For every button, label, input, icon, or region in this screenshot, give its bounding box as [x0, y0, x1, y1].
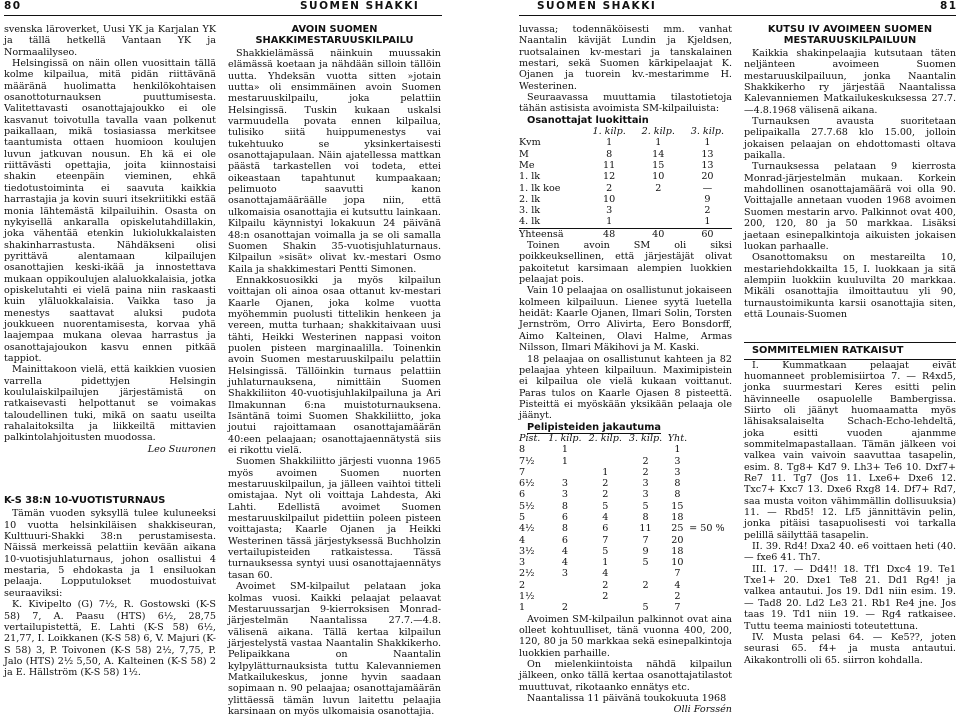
table-cell: 2 — [704, 205, 711, 217]
table-row — [519, 591, 732, 602]
table-note-cell — [689, 444, 732, 455]
table-note-cell — [689, 489, 732, 500]
article-heading: AVOIN SUOMEN SHAKKIMESTARUUSKILPAILU — [255, 24, 414, 46]
table-note-cell — [689, 512, 732, 523]
paragraph: Naantalissa 11 päivänä toukokuuta 1968 — [527, 693, 727, 705]
table-cell: 8 — [561, 500, 568, 512]
table-cell: 8 — [561, 523, 568, 535]
table-cell: 2 — [642, 466, 649, 478]
table-cell: 3 — [642, 489, 649, 501]
table-cell: 3 — [674, 466, 681, 478]
column-2 — [228, 24, 441, 717]
column-1 — [4, 24, 216, 679]
table-cell: Pist. — [519, 432, 541, 444]
table-cell: 3. kilp. — [690, 126, 725, 138]
table-note-cell — [689, 478, 732, 489]
table-row — [519, 194, 732, 205]
signature: Leo Suuronen — [147, 443, 216, 455]
points-table — [519, 433, 732, 614]
table-cell — [585, 602, 625, 613]
table-row — [519, 568, 732, 579]
table-cell: 15 — [652, 159, 665, 171]
table-total-row — [519, 228, 732, 240]
paragraph: III. 17. — Dd4!! 18. Tf1 Dxc4 19. Te1 Txe1+ 20. Dxe1 Te8 21. Dd1 Rg4! ja valkea antautui. Jos 19. Dd1 niin esim. 19. — Tad8 20. Ld2 Le3 21. Rb1 Re4 jne. Jos taas 19. Td1 niin 19. — Rg4 ratkaisee. Tuttu teema mainiosti toteutettuna. — [744, 563, 956, 632]
table-cell: 10 — [603, 193, 616, 205]
table-cell: 7 — [519, 466, 526, 478]
paragraph: Osanottomaksu on mestareilta 10, mestariehdokkailta 15, I. luokkaan ja sitä alempiin luokkiin kuuluvilta 20 markkaa. Mikäli osanottajia ilmoittautuu yli 90, turnaustoimikunta karsii osanottajia siten, että Lounais-Suomen — [744, 252, 956, 320]
table-cell: 25 — [671, 523, 684, 535]
table-cell: 3½ — [519, 545, 535, 557]
paragraph: II. 39. Rd4! Dxa2 40. e6 voittaen heti (40. — fxe6 41. Th7. — [744, 541, 956, 564]
table-cell: 60 — [683, 228, 732, 240]
table-cell: 12 — [603, 171, 616, 183]
table-cell: 1½ — [519, 591, 535, 603]
table-cell: 1 — [655, 137, 662, 149]
paragraph: luvassa; todennäköisesti mm. vanhat Naantalin kävijät Lundin ja Kjeldsen, ruotsalainen kv-mestari ja tanskalainen mestari, sekä Suomen kärkipelaajat K. Ojanen ja tuorein kv.-mestarimme H. Westerinen. — [519, 24, 732, 92]
table-row — [519, 160, 732, 171]
table-note-cell — [689, 467, 732, 478]
paragraph: Avoimen SM-kilpailun palkinnot ovat aina olleet kohtuulliset, tänä vuonna 400, 200, 120, 80 ja 50 markkaa sekä esinepalkintoja luokkien parhaille. — [519, 613, 732, 659]
table-cell: 40 — [634, 228, 683, 240]
table-cell — [545, 580, 585, 591]
table-cell: 4 — [674, 579, 681, 591]
article-heading: KUTSU IV AVOIMEEN SUOMEN MESTARUUSKILPAILUUN — [767, 24, 933, 46]
table-cell: 48 — [585, 228, 634, 240]
table-cell: 10 — [671, 557, 684, 569]
paragraph: Helsingissä on näin ollen vuosittain tällä kolme kilpailua, mitä pidän riittävänä määränä huolimatta henkilökohtaisen osanottoturnauksen puuttumisesta. Valitettavasti osanottajajoukko ei ole kasvanut toivotulla tavalla vaan polkenut paikallaan, mikä tosiasiassa merkitsee taantumista ottaen huomioon koulujen luvun jatkuvan nousun. Eh kä ei ole riittävästi opettajia, joita kiinnostaisi shakin eteenpäin vieminen, ehkä tiedotustoiminta ei saavuta kaikkia harrastajia ja kovin suuri itsekriitikki estää monia lähtemästä kilpailuihin. Osasta on nykyisellä ankaralla opiskelutahdillakin, joka vähentää etenkin lukiolukkalaisten shakinharrastusta. Nähdäkseni olisi pyrittävä alentamaan kilpailujen osanottajien keski-ikää ja innostettava mukaan oppikoulujen alaluokkalaisia, jotka opiskelutahti ei vielä paina niin raskaasti kuin yläluokkalaisia. Vaikka taso ja menestys saattavat aluksi pudota joukkueen nuorentamisesta, korvaa yhä laajempaa mukana olevaa harrastus ja osanottajajoukon kasvu ennen pitkää tappiot. — [4, 58, 216, 364]
table-cell: 1 — [519, 602, 526, 614]
table-cell: 2 — [655, 182, 662, 194]
table-cell: 9 — [642, 545, 649, 557]
table-cell: 8 — [674, 489, 681, 501]
table-row — [519, 137, 732, 148]
table-cell: 4. lk — [519, 216, 541, 228]
table-cell: 5 — [642, 602, 649, 614]
table-cell: 4 — [519, 534, 526, 546]
section-heading: SOMMITELMIEN RATKAISUT — [744, 342, 956, 359]
table-cell: 9 — [704, 193, 711, 205]
table-cell: 1. lk koe — [519, 182, 561, 194]
paragraph: Avoimet SM-kilpailut pelataan joka kolmas vuosi. Kaikki pelaajat pelaavat Mestaruussarjan 9-kierroksisen Monrad-järjestelmän Naantalissa 27.7.—4.8. välisenä aikana. Tällä kertaa kilpailun järjestelystä vastaa Naantalin Shakkikerho. Pelipaikkana on Naantalin kylpylätturnauksista tuttu Kalevanniemen Matkailukeskus, jonne hyvin saadaan sopimaan n. 90 pelaajaa; osanottajamäärän ylittäessä tämän luvun laitettu pelaajia karsinaan on myös ulkomaisia osanottajia. — [228, 581, 441, 717]
signature: Olli Forssén — [673, 704, 732, 716]
running-title-right: SUOMEN SHAKKI — [537, 0, 657, 12]
table-cell: 15 — [671, 500, 684, 512]
table-cell: 3 — [561, 568, 568, 580]
table-cell: 1 — [561, 455, 568, 467]
table-row — [519, 580, 732, 591]
table-cell — [585, 456, 625, 467]
paragraph: Vain 10 pelaajaa on osallistunut jokaiseen kolmeen kilpailuun. Lienee syytä luetella heidät: Kaarle Ojanen, Ilmari Solin, Torsten Jernström, Orro Alivirta, Eero Bonsdorff, Aimo Kalteinen, Olavi Halme, Armas Nilsson, Ilmari Mäkihovi ja M. Kaski. — [519, 285, 732, 354]
table-cell: 1. kilp. — [548, 432, 582, 444]
paragraph: IV. Musta pelasi 64. — Ke5??, joten seurasi 65. f4+ ja musta antautui. Aikakontrolli oli 65. siirron kohdalla. — [744, 631, 956, 666]
table-header-row — [519, 433, 732, 444]
table-note-cell — [689, 580, 732, 591]
table-cell: 4 — [602, 511, 609, 523]
table-cell: 13 — [701, 159, 714, 171]
paragraph: Kaikkia shakinpelaajia kutsutaan täten neljänteen avoimeen Suomen mestaruuskilpailuun, jonka Naantalin Shakkikerho ry järjestää Naantalissa Kalevanniemen Matkailukeskuksessa 27.7.—4.8.1968 välisenä aikana. — [744, 48, 956, 116]
table-title: Pelipisteiden jakautuma — [527, 421, 662, 433]
table-cell — [625, 444, 665, 455]
table-cell: M — [519, 148, 529, 160]
table-cell: 14 — [652, 148, 665, 160]
page-number-right: 81 — [940, 0, 958, 12]
paragraph: I. Kummatkaan pelaajat eivät huomanneet problemisiirtoa 7. — R4xd5, jonka suurmestari Keres esitti pelin hävinneelle osapuolelle Bambergissa. Siirto oli jäänyt huomaamatta myös lähisaksalaiselta Schach-Echo-lehdeltä, joka esitti vuoden ajanmme sommitelmapastallaan. Tämän jälkeen voi valkea vain vaivoin saavuttaa tasapelin, esim. 8. Tg8+ Kd7 9. Lh3+ Te6 10. Dxf7+ Re7 11. Tg7 (Jos 11. Lxe6+ Dxe6 12. Txc7+ Kxc7 13. Dxe6 Rxg8 14. Df7+ Rd7, saa musta voiton vähimmällin dollisuuksia) 11. — Rbd5! 12. Lf5 jännittävin pelin, jonka pitäisi tasapuolisesti voi tarkalla pelillä säilyttää tasapelin. — [744, 359, 956, 541]
table-cell: Kvm — [519, 137, 541, 149]
article-heading: K-S 38:N 10-VUOTISTURNAUS — [4, 495, 166, 507]
table-cell: 5 — [519, 511, 526, 523]
table-cell: 7 — [674, 568, 681, 580]
table-row — [519, 501, 732, 512]
table-cell — [585, 444, 625, 455]
table-cell: 18 — [671, 545, 684, 557]
table-cell: 3 — [519, 557, 526, 569]
table-cell: 4 — [561, 557, 568, 569]
table-cell: 3 — [642, 478, 649, 490]
table-cell: 7½ — [519, 455, 535, 467]
table-row — [519, 444, 732, 455]
paragraph: Suomen Shakkiliitto järjesti vuonna 1965 myös avoimen Suomen nuorten mestaruuskilpailun, ja jälleen vaihtoi titteli omistajaa. Nyt oli voittaja Lahdesta, Aki Lahti. Edellistä avoimet Suomen mestaruuskilpailut pidettiin poleen pisteen voittajasta; Kaarle Ojanen ja Heikki Westerinen tässä järjestyksessä Buchholzin vertailupisteiden ratkaistessa. Tässä turnauksessa syntyi uusi osanottajaennätys tasan 60. — [228, 456, 441, 581]
table-cell — [519, 126, 585, 137]
table-cell: 13 — [701, 148, 714, 160]
table-cell: 6½ — [519, 478, 535, 490]
table-cell: 1 — [602, 557, 609, 569]
table-cell: 2. kilp. — [641, 126, 675, 138]
table-cell: 1 — [674, 444, 681, 456]
table-cell: 8 — [642, 511, 649, 523]
table-row — [519, 183, 732, 194]
running-title-left: SUOMEN SHAKKI — [300, 0, 420, 12]
table-cell: 7 — [642, 534, 649, 546]
participants-table — [519, 126, 732, 240]
table-cell: 5 — [602, 500, 609, 512]
table-row — [519, 512, 732, 523]
table-row — [519, 557, 732, 568]
table-cell: 2. lk — [519, 193, 541, 205]
table-cell — [689, 433, 732, 444]
table-note-cell — [689, 591, 732, 602]
table-cell: 2 — [606, 182, 613, 194]
table-cell: 5 — [602, 545, 609, 557]
table-cell: 1 — [606, 137, 613, 149]
table-cell: 2 — [602, 591, 609, 603]
table-cell: 2 — [642, 579, 649, 591]
table-note-cell — [689, 535, 732, 546]
points-table-body — [519, 444, 732, 613]
table-row — [519, 489, 732, 500]
table-cell: 8 — [519, 444, 526, 456]
table-cell: 3. kilp. — [628, 432, 663, 444]
table-row — [519, 205, 732, 216]
paragraph: svenska läroverket, Uusi YK ja Karjalan YK ja tällä hetkellä Vantaan YK ja Normaalilyseo. — [4, 24, 216, 58]
table-cell: 6 — [561, 511, 568, 523]
header-rule-right — [519, 15, 956, 16]
table-note-cell — [689, 456, 732, 467]
table-cell — [634, 216, 683, 228]
table-cell: 5½ — [519, 500, 535, 512]
paragraph: Shakkielämässä näinkuin muussakin elämässä koetaan ja nähdään silloin tällöin uutta. Yhdeksän vuotta sitten »jotain uutta» oli ensimmäinen avoin Suomen mestaruuskilpailu, joka pelattiin Helsingissä. Tuskin kukaan uskalsi varmuudella povata ennen kilpailua, tulisiko siitä huippumenestys vai tukehtuuko se yksinkertaisesti osanottajapulaan. Näin ajatellessa mattkan päästä tarkastellen voi todeta, ettei oikeastaan tapahtunut kumpaakaan; pelimuoto saavutti kanon osanottajamääräälle jopa niin, että ulkomaisia osanottajia ei kutsuttu lainkaan. Kilpailu käynnistyi lokakuun 24 päivänä 48:n osanottajan voimalla ja se oli samalla Suomen Shakin 35-vuotisjuhlaturnaus. Kilpailun »sisät» olivat kv.-mestari Osmo Kaila ja shakkimestari Pentti Simonen. — [228, 48, 441, 275]
table-cell: 20 — [701, 171, 714, 183]
table-cell: 4 — [602, 568, 609, 580]
table-cell: 1 — [602, 466, 609, 478]
column-3 — [519, 24, 732, 716]
table-note-cell — [689, 557, 732, 568]
table-note-cell — [689, 602, 732, 613]
table-cell: 4 — [561, 545, 568, 557]
table-cell: Yht. — [667, 432, 688, 444]
table-cell — [634, 194, 683, 205]
table-row — [519, 456, 732, 467]
table-cell — [625, 591, 665, 602]
table-note-cell — [689, 568, 732, 579]
table-cell: 1 — [606, 216, 613, 228]
paragraph: On mielenkiintoista nähdä kilpailun jälkeen, onko tällä kertaa osanottajatilastot muuttuvat, rikotaanko ennätys etc. — [519, 659, 732, 693]
column-4 — [744, 24, 956, 666]
paragraph: Turnauksen avausta suoritetaan pelipaikalla 27.7.68 klo 15.00, jolloin jokaisen pelaajan on ehdottomasti oltava paikalla. — [744, 116, 956, 162]
table-cell: 3 — [561, 489, 568, 501]
table-cell: 2 — [602, 489, 609, 501]
table-title: Osanottajat luokittain — [527, 114, 649, 126]
paragraph: Turnauksessa pelataan 9 kierrosta Monrad-järjestelmän mukaan. Korkein mahdollinen osanottajamäärä voi olla 90. Voittajalle annetaan vuoden 1968 avoimen Suomen mestarin arvo. Palkinnot ovat 400, 200, 120, 80 ja 50 markkaa. Lisäksi jaetaan esinepalkintoja aikuisten jokaisen luokan parhaalle. — [744, 161, 956, 252]
table-row — [519, 149, 732, 160]
table-cell: 8 — [674, 478, 681, 490]
table-note-cell — [689, 546, 732, 557]
table-cell — [625, 568, 665, 579]
table-cell: 10 — [652, 171, 665, 183]
table-cell — [545, 591, 585, 602]
table-cell: 5 — [642, 500, 649, 512]
paragraph: Tämän vuoden syksyllä tulee kuluneeksi 10 vuotta helsinkiläisen shakkiseuran, Kulttuuri-Shakki 38:n perustamisesta. Näissä merkeissä pelattiin kevään aikana 10-vuotisjuhlaturnaus, johon osallistui 4 mestaria, 5 ehdokasta ja 1 ensiluokan pelaaja. Lopputulokset muodostuivat seuraaviksi: — [4, 508, 216, 599]
table-cell: 6 — [561, 534, 568, 546]
table-cell — [545, 467, 585, 478]
table-note-cell — [689, 501, 732, 512]
table-row — [519, 467, 732, 478]
table-cell: 8 — [606, 148, 613, 160]
table-cell: 7 — [602, 534, 609, 546]
table-cell: 20 — [671, 534, 684, 546]
table-row — [519, 602, 732, 613]
table-row — [519, 171, 732, 182]
table-note-cell: = 50 % — [689, 523, 725, 535]
table-cell: 2½ — [519, 568, 535, 580]
table-cell: 2 — [602, 579, 609, 591]
paragraph: Toinen avoin SM oli siksi poikkeuksellinen, että järjestäjät olivat pakoitetut karsimaan alempien luokkien pelaajat pois. — [519, 240, 732, 286]
table-row — [519, 216, 732, 228]
table-cell: 5 — [642, 557, 649, 569]
table-row — [519, 535, 732, 546]
table-row — [519, 523, 732, 534]
page-number-left: 80 — [4, 0, 22, 12]
table-cell: 4½ — [519, 523, 535, 535]
header-rule-left — [4, 15, 442, 16]
table-cell: 3 — [674, 455, 681, 467]
paragraph: Seuraavassa muuttamia tilastotietoja tähän astisista avoimista SM-kilpailuista: — [519, 92, 732, 115]
paragraph: K. Kivipelto (G) 7½, R. Gostowski (K-S 58) 7, A. Paasu (HTS) 6½, 28,75 vertailupistettä, E. Lahti (K-S 58) 6½, 21,77, I. Loikkanen (K-S 58) 6, V. Majuri (K-S 58) 3, P. Toivonen (K-S 58) 2½, 7,75, P. Jalo (HTS) 2½ 5,50, A. Kalteinen (K-S 58) 2 ja E. Hällström (K-S 58) 1½. — [4, 599, 216, 679]
table-cell: 2 — [642, 455, 649, 467]
table-cell: Me — [519, 159, 535, 171]
table-cell: 2 — [674, 591, 681, 603]
table-cell: 1 — [704, 137, 711, 149]
table-cell: 1 — [561, 444, 568, 456]
table-cell: 3 — [606, 205, 613, 217]
table-cell: 1. kilp. — [592, 126, 626, 138]
paragraph: Ennakkosuosikki ja myös kilpailun voittajan oli ainoa osaa ottanut kv-mestari Kaarle Ojanen, joka kolme vuotta myöhemmin puolusti tittelikin henkeen ja vereen, mutta turhaan; shakkitaivaan uusi tähti, Heikki Westerinen nappasi voiton puolen pisteen marginaalilla. Toinenkin avoin Suomen mestaruuskilpailu pelattiin Helsingissä. Tällöinkin turnaus pelattiin juhlaturnauksena, nimittäin Suomen Shakkiliiton 40-vuotisjuhlakilpailuna ja Ari Ilmakunnan 6:na muistoturnauksena. Isäntänä toimi Suomen Shakkiliitto, joka joutui rajoittamaan osanottajamäärän 40:een pelaajaan; osanottajaennätystä siis ei rikottu vielä. — [228, 274, 441, 457]
table-cell: — — [702, 182, 713, 194]
table-cell: 2 — [602, 478, 609, 490]
table-row — [519, 478, 732, 489]
table-cell: 1. lk — [519, 171, 541, 183]
table-cell: 3 — [561, 478, 568, 490]
table-cell: 2. kilp. — [588, 432, 622, 444]
table-cell: 11 — [639, 523, 652, 535]
table-cell — [634, 205, 683, 216]
table-cell: 7 — [674, 602, 681, 614]
table-cell: 2 — [561, 602, 568, 614]
table-header-row — [519, 126, 732, 137]
table-cell: Yhteensä — [519, 228, 585, 240]
table-cell: 3. lk — [519, 205, 541, 217]
table-cell: 6 — [519, 489, 526, 501]
table-cell: 1 — [704, 216, 711, 228]
table-cell: 2 — [519, 579, 526, 591]
table-cell: 18 — [671, 511, 684, 523]
table-cell: 6 — [602, 523, 609, 535]
paragraph: Mainittakoon vielä, että kaikkien vuosien varrella pidettyjen Helsingin koululaiskilpailujen järjestämistä on ratkaisevasti helpottanut se voimakas taloudellinen tuki, mikä on saatu useilta rahalaitoksilta ja liikkeiltä mittavien palkintolahjoitusten muodossa. — [4, 364, 216, 444]
paragraph: 18 pelaajaa on osallistunut kahteen ja 82 pelaajaa yhteen kilpailuun. Maximipistein ei kilpailua ole vielä kukaan voittanut. Paras tulos on Kaarle Ojasen 8 pisteettä. Pisteittä ei myöskään yksikään pelaaja ole jäänyt. — [519, 353, 732, 422]
table-cell: 11 — [603, 159, 616, 171]
table-row — [519, 546, 732, 557]
